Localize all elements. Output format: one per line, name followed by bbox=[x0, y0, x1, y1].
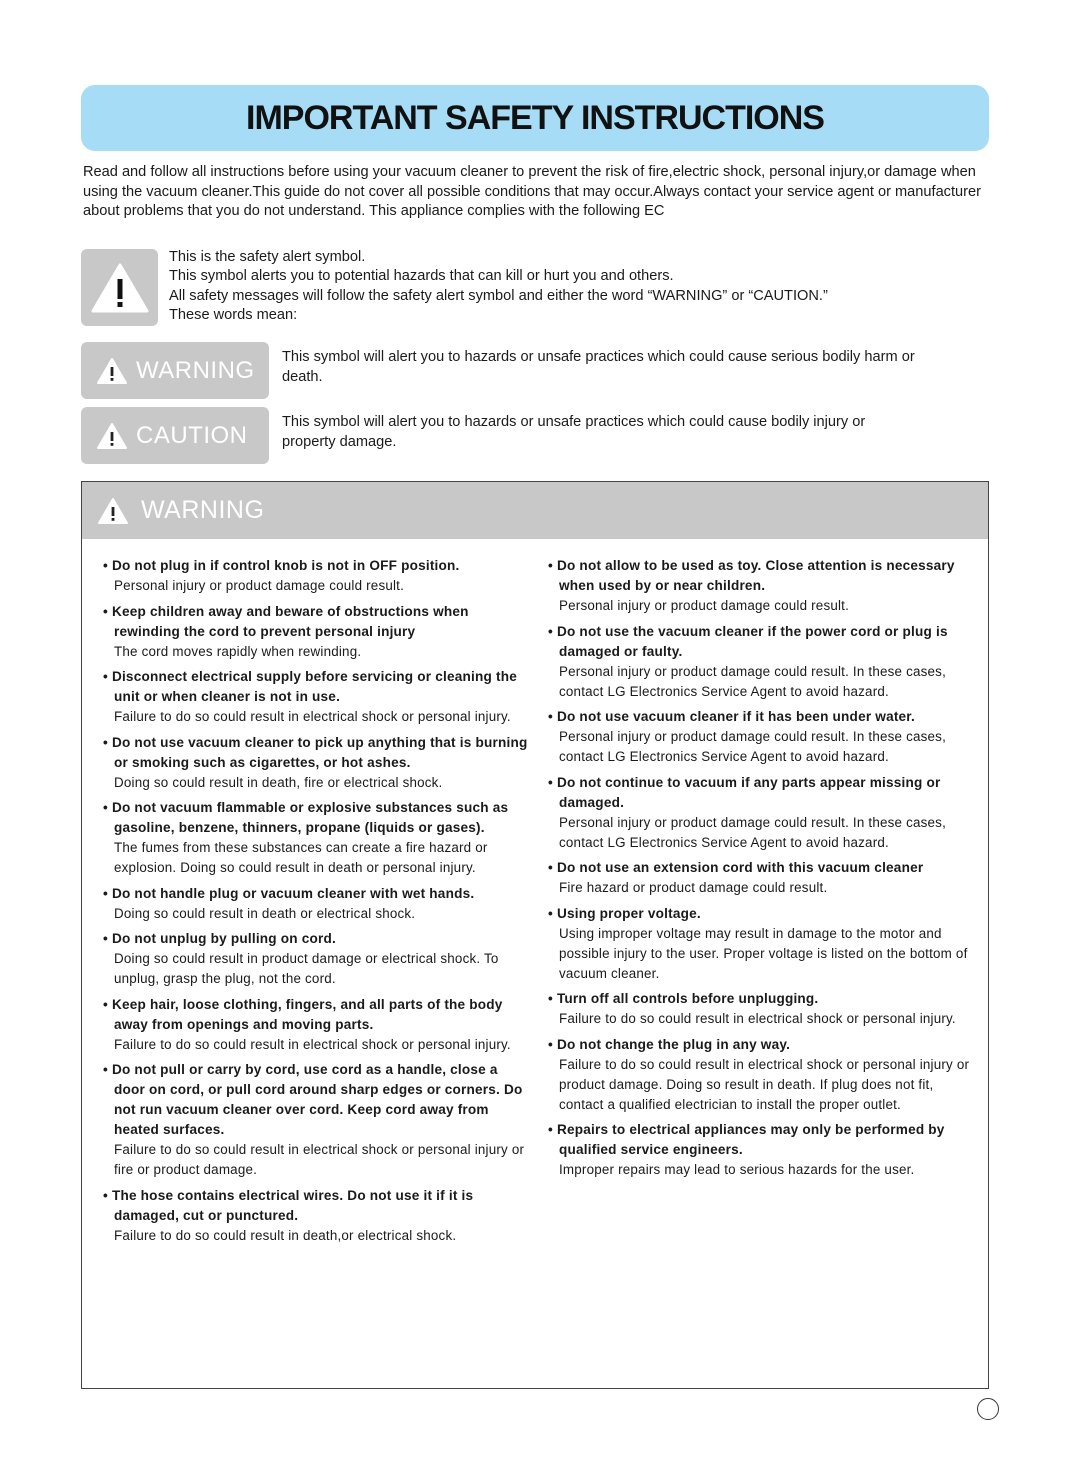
alert-line: These words mean: bbox=[169, 306, 298, 323]
bullet-icon: • bbox=[548, 1122, 557, 1137]
warning-item-heading-text: Do not allow to be used as toy. Close attention is necessary when used by or near children. bbox=[556, 558, 955, 593]
warning-item-body: Personal injury or product damage could result. In these cases, contact LG Electronics Service Agent to avoid hazard. bbox=[559, 729, 946, 764]
warning-item-body: Personal injury or product damage could result. In these cases, contact LG Electronics Service Agent to avoid hazard. bbox=[559, 814, 946, 850]
warning-item-heading bbox=[103, 556, 528, 576]
warning-item-heading-text: Do not handle plug or vacuum cleaner with wet hands. bbox=[111, 885, 475, 901]
safety-alert-symbol bbox=[81, 249, 158, 326]
bullet-icon: • bbox=[103, 1187, 112, 1203]
bullet-icon: • bbox=[548, 623, 557, 639]
warning-panel-label: WARNING bbox=[141, 496, 265, 524]
warning-item-heading-text: Do not use the vacuum cleaner if the power cord or plug is damaged or faulty. bbox=[556, 623, 948, 659]
warning-item-heading-text: Turn off all controls before unplugging. bbox=[556, 991, 819, 1006]
alert-line: This is the safety alert symbol. bbox=[169, 249, 366, 265]
warning-item-body: Personal injury or product damage could result. In these cases, contact LG Electronics Service Agent to avoid hazard. bbox=[559, 663, 946, 699]
warning-item-body: Personal injury or product damage could result. bbox=[559, 598, 850, 613]
warning-item bbox=[103, 556, 528, 596]
warning-item-body: Failure to do so could result in electrical shock or personal injury. bbox=[559, 1011, 956, 1026]
warning-item-body: Fire hazard or product damage could result. bbox=[559, 880, 828, 895]
warning-item bbox=[548, 1120, 973, 1180]
warning-item-body: Failure to do so could result in electrical shock or personal injury or fire or product damage. bbox=[114, 1142, 525, 1177]
warning-description: This symbol will alert you to hazards or unsafe practices which could cause serious bodily harm or death. bbox=[282, 349, 915, 385]
bullet-icon: • bbox=[548, 709, 557, 724]
alert-explanation bbox=[169, 248, 969, 325]
warning-item bbox=[548, 707, 973, 767]
warning-item-heading-text: The hose contains electrical wires. Do not use it if it is damaged, cut or punctured. bbox=[111, 1187, 474, 1223]
caution-badge bbox=[81, 407, 269, 464]
warning-item-heading-text: Do not use vacuum cleaner if it has been under water. bbox=[556, 709, 916, 724]
bullet-icon: • bbox=[548, 991, 557, 1006]
alert-line: All safety messages will follow the safety alert symbol and either the word “WARNING” or “CAUTION.” bbox=[169, 287, 828, 304]
warning-item bbox=[548, 622, 973, 702]
warning-triangle-icon bbox=[96, 357, 128, 385]
bullet-icon: • bbox=[548, 774, 557, 790]
warning-item-heading-text: Do not change the plug in any way. bbox=[556, 1036, 791, 1052]
warning-item-body: Failure to do so could result in death,or electrical shock. bbox=[114, 1227, 457, 1243]
bullet-icon: • bbox=[548, 905, 557, 921]
warning-panel bbox=[81, 481, 989, 1389]
bullet-icon: • bbox=[103, 558, 112, 573]
warning-item-heading-text: Do not plug in if control knob is not in OFF position. bbox=[111, 558, 460, 573]
warning-item bbox=[103, 798, 528, 878]
warning-item-body: Doing so could result in death, fire or electrical shock. bbox=[114, 774, 443, 790]
warning-item-heading-text: Repairs to electrical appliances may only be performed by qualified service engineers. bbox=[556, 1122, 945, 1157]
warning-item bbox=[103, 1186, 528, 1246]
caution-triangle-icon bbox=[96, 422, 128, 450]
warning-item bbox=[103, 667, 528, 727]
warning-list-right bbox=[548, 556, 973, 1186]
warning-item-heading bbox=[103, 995, 528, 1035]
bullet-icon: • bbox=[103, 603, 112, 619]
warning-item-heading bbox=[548, 858, 973, 878]
bullet-icon: • bbox=[103, 996, 112, 1012]
warning-item-heading bbox=[103, 1060, 528, 1140]
warning-item-body: Failure to do so could result in electrical shock or personal injury or product damage. Doing so result in death. If plug does not fit, contact a qualified electrician to install the proper outlet. bbox=[559, 1056, 970, 1112]
bullet-icon: • bbox=[103, 931, 112, 946]
warning-item-heading-text: Do not unplug by pulling on cord. bbox=[111, 931, 336, 946]
warning-item-body: Improper repairs may lead to serious hazards for the user. bbox=[559, 1162, 915, 1177]
page-title: IMPORTANT SAFETY INSTRUCTIONS bbox=[246, 98, 824, 137]
intro-paragraph: Read and follow all instructions before using your vacuum cleaner to prevent the risk of fire,electric shock, personal injury,or damage when using the vacuum cleaner.This guide do not cover all possible conditions that may occur.Always contact your service agent or manufacturer about problems that you do not understand. This appliance complies with the following EC bbox=[83, 164, 981, 219]
warning-list-left bbox=[103, 556, 528, 1251]
warning-item-body: Using improper voltage may result in damage to the motor and possible injury to the user. Proper voltage is listed on the bottom of vacuum cleaner. bbox=[559, 925, 968, 981]
warning-badge bbox=[81, 342, 269, 399]
bullet-icon: • bbox=[103, 800, 112, 815]
warning-item-heading bbox=[548, 1035, 973, 1055]
warning-item-body: Doing so could result in product damage or electrical shock. To unplug, grasp the plug, not the cord. bbox=[114, 951, 499, 986]
warning-item bbox=[103, 1060, 528, 1180]
warning-item-heading bbox=[103, 798, 528, 838]
warning-item-body: The cord moves rapidly when rewinding. bbox=[114, 643, 362, 659]
warning-item-heading bbox=[103, 733, 528, 773]
warning-item bbox=[103, 602, 528, 662]
bullet-icon: • bbox=[103, 885, 112, 901]
bullet-icon: • bbox=[548, 1036, 557, 1052]
warning-item-heading bbox=[548, 556, 973, 596]
warning-item-heading-text: Using proper voltage. bbox=[556, 905, 701, 921]
bullet-icon: • bbox=[548, 558, 557, 573]
warning-item-heading bbox=[548, 989, 973, 1009]
bullet-icon: • bbox=[103, 734, 112, 750]
warning-item-heading bbox=[103, 667, 528, 707]
exclamation-triangle-icon bbox=[90, 262, 150, 314]
warning-item-heading bbox=[103, 884, 528, 904]
warning-item bbox=[548, 858, 973, 898]
warning-item bbox=[548, 989, 973, 1029]
warning-item-heading bbox=[103, 602, 528, 642]
warning-item-heading-text: Keep children away and beware of obstructions when rewinding the cord to prevent personal injury bbox=[111, 603, 469, 639]
warning-item bbox=[103, 884, 528, 924]
warning-item-body: Failure to do so could result in electrical shock or personal injury. bbox=[114, 1036, 511, 1052]
page-number-circle bbox=[977, 1398, 999, 1420]
warning-item-heading-text: Keep hair, loose clothing, fingers, and all parts of the body away from openings and moving parts. bbox=[111, 996, 503, 1032]
warning-item-heading-text: Do not vacuum flammable or explosive substances such as gasoline, benzene, thinners, propane (liquids or gases). bbox=[111, 800, 509, 835]
warning-item-body: Doing so could result in death or electrical shock. bbox=[114, 905, 416, 921]
warning-item-heading bbox=[103, 929, 528, 949]
warning-item-heading bbox=[548, 904, 973, 924]
bullet-icon: • bbox=[548, 860, 557, 875]
warning-item-heading bbox=[548, 1120, 973, 1160]
warning-item bbox=[548, 1035, 973, 1115]
caution-badge-label: CAUTION bbox=[136, 421, 248, 449]
bullet-icon: • bbox=[103, 1062, 112, 1077]
warning-item-body: Personal injury or product damage could result. bbox=[114, 578, 405, 593]
warning-item-heading-text: Do not pull or carry by cord, use cord as a handle, close a door on cord, or pull cord around sharp edges or corners. Do not run vacuum cleaner over cord. Keep cord away from heated surfaces. bbox=[111, 1062, 523, 1137]
warning-item-heading-text: Do not continue to vacuum if any parts appear missing or damaged. bbox=[556, 774, 941, 810]
warning-panel-header bbox=[82, 482, 988, 539]
warning-item-heading-text: Do not use vacuum cleaner to pick up anything that is burning or smoking such as cigarettes, or hot ashes. bbox=[111, 734, 528, 770]
warning-item-heading bbox=[548, 707, 973, 727]
warning-item-body: The fumes from these substances can create a fire hazard or explosion. Doing so could result in death or personal injury. bbox=[114, 840, 488, 875]
warning-item bbox=[103, 995, 528, 1055]
caution-description: This symbol will alert you to hazards or unsafe practices which could cause bodily injury or property damage. bbox=[282, 414, 866, 450]
warning-item-heading bbox=[548, 773, 973, 813]
bullet-icon: • bbox=[103, 669, 112, 684]
warning-item bbox=[548, 556, 973, 616]
warning-item bbox=[548, 773, 973, 853]
warning-item-heading-text: Do not use an extension cord with this vacuum cleaner bbox=[556, 860, 924, 875]
warning-triangle-icon bbox=[97, 497, 129, 525]
warning-item-body: Failure to do so could result in electrical shock or personal injury. bbox=[114, 709, 511, 724]
warning-item-heading-text: Disconnect electrical supply before servicing or cleaning the unit or when cleaner is not in use. bbox=[111, 669, 517, 704]
warning-item-heading bbox=[103, 1186, 528, 1226]
warning-item bbox=[103, 733, 528, 793]
warning-item-heading bbox=[548, 622, 973, 662]
alert-line: This symbol alerts you to potential hazards that can kill or hurt you and others. bbox=[169, 268, 674, 285]
warning-item bbox=[103, 929, 528, 989]
warning-item bbox=[548, 904, 973, 984]
warning-badge-label: WARNING bbox=[136, 356, 255, 384]
title-banner bbox=[81, 85, 989, 151]
